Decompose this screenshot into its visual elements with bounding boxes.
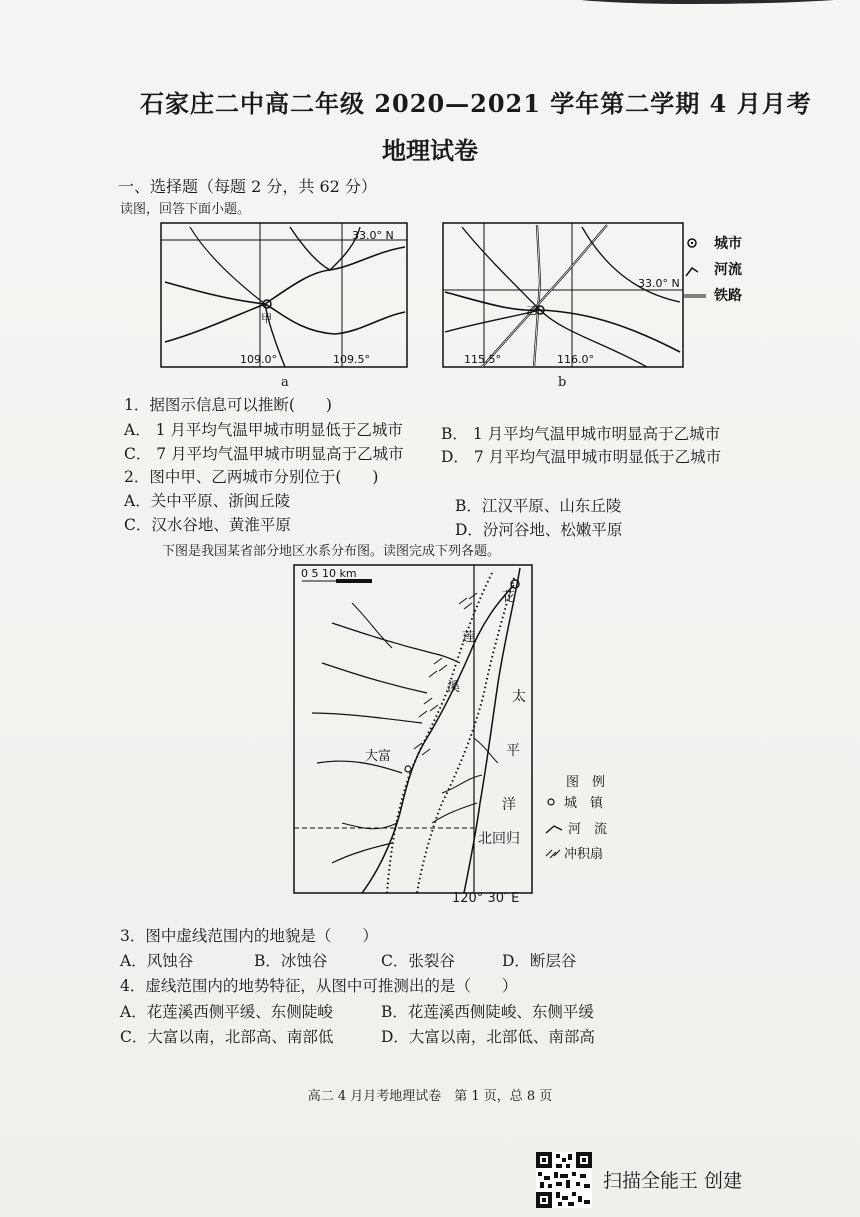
map-a-lon2: 109.5° [333, 353, 370, 366]
q3-option-c: C．张裂谷 [381, 952, 455, 970]
q1-stem: 1．据图示信息可以推断( ) [124, 396, 332, 414]
intro-text-2: 下图是我国某省部分地区水系分布图。读图完成下列各题。 [162, 544, 501, 559]
map-b-lon2: 116.0° [557, 353, 594, 366]
place-xi: 溪 [447, 680, 461, 695]
ocean-label-yang: 洋 [502, 797, 516, 813]
map-c-legend [544, 770, 644, 862]
place-hua: 花 [502, 590, 516, 605]
q4-stem: 4．虚线范围内的地势特征，从图中可推测出的是（ ） [120, 977, 518, 995]
city-yi-label: 乙 [526, 304, 537, 317]
q3-option-d: D．断层谷 [502, 952, 577, 970]
map-b [442, 222, 686, 372]
legend-fan-label: 冲积扇 [564, 847, 604, 862]
q3-stem: 3．图中虚线范围内的地貌是（ ） [120, 927, 378, 945]
tropic-label: 北回归 [478, 831, 520, 847]
ocean-label-ping: 平 [506, 743, 520, 759]
q1-option-c: C． 7 月平均气温甲城市明显高于乙城市 [124, 445, 404, 463]
scanner-brand-label: 扫描全能王 创建 [603, 1170, 743, 1192]
exam-title: 石家庄二中高二年级 2020—2021 学年第二学期 4 月月考 [140, 89, 812, 118]
q2-stem: 2．图中甲、乙两城市分别位于( ) [124, 468, 379, 486]
legend-rail-label: 铁路 [714, 288, 742, 304]
q4-option-c: C．大富以南，北部高、南部低 [120, 1028, 334, 1046]
place-dafu: 大富 [365, 749, 392, 764]
q2-option-b: B．江汉平原、山东丘陵 [455, 497, 622, 515]
legend-town-icon [548, 799, 554, 805]
page-footer: 高二 4 月月考地理试卷 第 1 页，总 8 页 [307, 1089, 553, 1104]
section-heading: 一、选择题（每题 2 分，共 62 分） [118, 177, 377, 196]
legend-river-label: 河流 [714, 262, 742, 278]
ocean-label-tai: 太 [512, 689, 526, 705]
map-c [292, 563, 542, 908]
map-ab-legend [684, 232, 794, 310]
q3-option-b: B．冰蚀谷 [254, 952, 328, 970]
legend-town-label: 城 镇 [564, 796, 604, 811]
legend-river-c-label: 河 流 [568, 822, 608, 837]
map-a-lat: 33.0° N [352, 229, 394, 242]
map-c-lon: 120° 30′ E [452, 891, 520, 906]
q1-option-d: D． 7 月平均气温甲城市明显低于乙城市 [441, 448, 722, 466]
map-a [160, 222, 410, 374]
q4-option-b: B．花莲溪西侧陡峻、东侧平缓 [381, 1003, 594, 1021]
q4-option-d: D．大富以南，北部低、南部高 [381, 1028, 595, 1046]
q1-option-a: A． 1 月平均气温甲城市明显低于乙城市 [124, 421, 403, 439]
q4-option-a: A．花莲溪西侧平缓、东侧陡峻 [120, 1003, 333, 1021]
legend-city-label: 城市 [714, 236, 742, 252]
q2-option-d: D．汾河谷地、松嫩平原 [455, 521, 623, 539]
map-b-caption: b [558, 375, 567, 390]
qr-code-icon [536, 1152, 592, 1208]
q1-option-b: B． 1 月平均气温甲城市明显高于乙城市 [441, 425, 721, 443]
legend-c-title: 图 例 [566, 775, 606, 790]
q2-option-a: A．关中平原、浙闽丘陵 [124, 492, 291, 510]
place-lian: 莲 [462, 630, 476, 645]
legend-river-c-icon [546, 826, 562, 833]
q3-option-a: A．风蚀谷 [120, 952, 194, 970]
map-b-lon1: 115.5° [464, 353, 501, 366]
map-b-lat: 33.0° N [638, 277, 680, 290]
city-jia-label: 甲 [261, 312, 272, 325]
intro-text-1: 读图，回答下面小题。 [120, 202, 251, 217]
legend-fan-icon [546, 850, 560, 858]
scale-bar-label: 0 5 10 km [301, 567, 357, 580]
map-a-lon1: 109.0° [240, 353, 277, 366]
exam-subtitle: 地理试卷 [382, 136, 478, 165]
q2-option-c: C．汉水谷地、黄淮平原 [124, 516, 291, 534]
scan-shadow [560, 0, 860, 4]
legend-river-icon [686, 268, 698, 276]
map-a-caption: a [281, 375, 289, 390]
